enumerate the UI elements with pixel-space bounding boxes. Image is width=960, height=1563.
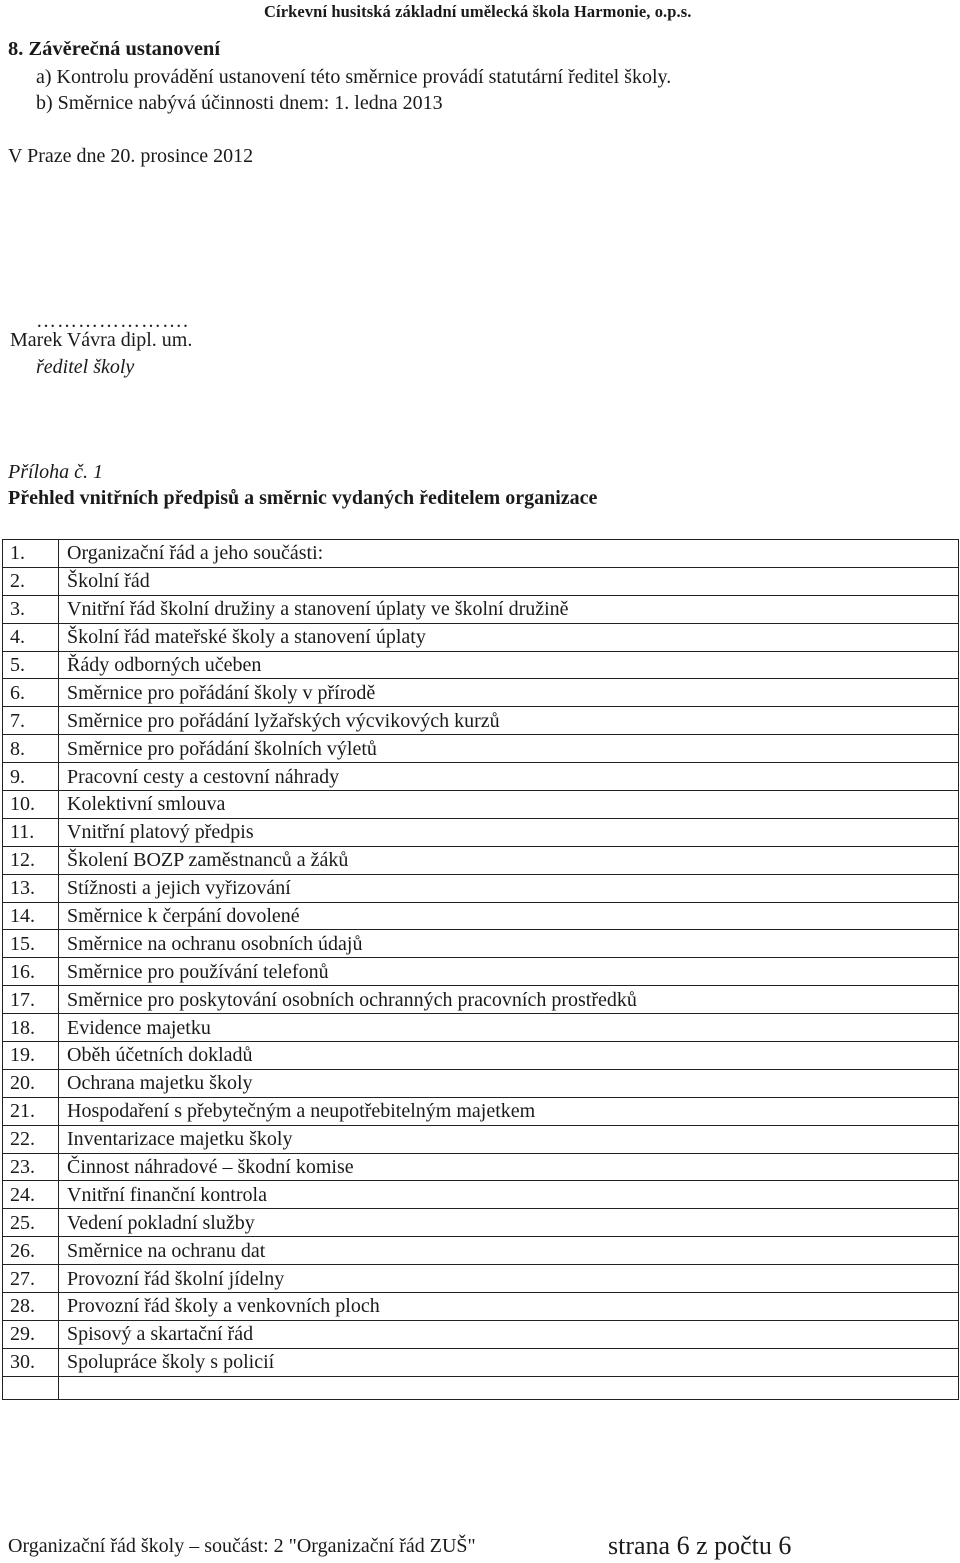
row-number: 14. — [3, 902, 59, 930]
row-number: 26. — [3, 1237, 59, 1265]
row-number: 22. — [3, 1125, 59, 1153]
row-number: 16. — [3, 958, 59, 986]
row-title: Směrnice pro používání telefonů — [59, 958, 959, 986]
table-row — [3, 874, 959, 902]
table-row — [3, 1237, 959, 1265]
signature-line: …………………. — [36, 310, 189, 332]
table-row — [3, 902, 959, 930]
row-number: 4. — [3, 623, 59, 651]
table-row — [3, 1320, 959, 1348]
row-title: Pracovní cesty a cestovní náhrady — [59, 763, 959, 791]
table-row — [3, 707, 959, 735]
row-number: 19. — [3, 1042, 59, 1070]
table-row — [3, 679, 959, 707]
row-number: 24. — [3, 1181, 59, 1209]
row-number: 10. — [3, 791, 59, 819]
table-row — [3, 986, 959, 1014]
table-row — [3, 846, 959, 874]
row-number: 12. — [3, 846, 59, 874]
page-header: Církevní husitská základní umělecká škola Harmonie, o.p.s. — [264, 2, 692, 21]
row-title: Směrnice pro pořádání školy v přírodě — [59, 679, 959, 707]
row-number: 23. — [3, 1153, 59, 1181]
section-item-a: a) Kontrolu provádění ustanovení této směrnice provádí statutární ředitel školy. — [36, 66, 672, 88]
annex-title: Přehled vnitřních předpisů a směrnic vydaných ředitelem organizace — [8, 487, 598, 509]
place-date: V Praze dne 20. prosince 2012 — [8, 145, 254, 167]
regulations-table — [2, 539, 959, 1400]
table-row — [3, 1293, 959, 1321]
row-title: Činnost náhradové – škodní komise — [59, 1153, 959, 1181]
table-row-empty — [3, 1376, 959, 1399]
row-number: 11. — [3, 818, 59, 846]
row-number: 20. — [3, 1069, 59, 1097]
row-number: 29. — [3, 1320, 59, 1348]
table-row — [3, 595, 959, 623]
row-title: Řády odborných učeben — [59, 651, 959, 679]
row-title: Provozní řád školní jídelny — [59, 1265, 959, 1293]
row-title: Inventarizace majetku školy — [59, 1125, 959, 1153]
row-title: Kolektivní smlouva — [59, 791, 959, 819]
row-title: Spisový a skartační řád — [59, 1320, 959, 1348]
table-row — [3, 540, 959, 568]
row-number: 25. — [3, 1209, 59, 1237]
table-row — [3, 567, 959, 595]
table-row — [3, 958, 959, 986]
row-title: Směrnice k čerpání dovolené — [59, 902, 959, 930]
row-number: 28. — [3, 1293, 59, 1321]
row-title: Hospodaření s přebytečným a neupotřebitelným majetkem — [59, 1097, 959, 1125]
row-title: Vedení pokladní služby — [59, 1209, 959, 1237]
row-title: Školení BOZP zaměstnanců a žáků — [59, 846, 959, 874]
table-row — [3, 651, 959, 679]
row-number: 13. — [3, 874, 59, 902]
row-title: Evidence majetku — [59, 1014, 959, 1042]
row-number: 27. — [3, 1265, 59, 1293]
table-row — [3, 1014, 959, 1042]
row-number: 30. — [3, 1348, 59, 1376]
row-title: Organizační řád a jeho součásti: — [59, 540, 959, 568]
row-title: Ochrana majetku školy — [59, 1069, 959, 1097]
table-row — [3, 763, 959, 791]
empty-cell — [59, 1376, 959, 1399]
row-number: 2. — [3, 567, 59, 595]
row-number: 15. — [3, 930, 59, 958]
row-number: 6. — [3, 679, 59, 707]
table-row — [3, 1097, 959, 1125]
row-number: 1. — [3, 540, 59, 568]
table-row — [3, 1209, 959, 1237]
table-row — [3, 735, 959, 763]
row-title: Vnitřní řád školní družiny a stanovení úplaty ve školní družině — [59, 595, 959, 623]
row-number: 5. — [3, 651, 59, 679]
table-row — [3, 623, 959, 651]
signatory-role: ředitel školy — [36, 356, 135, 378]
row-number: 17. — [3, 986, 59, 1014]
table-row — [3, 1348, 959, 1376]
table-row — [3, 1265, 959, 1293]
table-row — [3, 1153, 959, 1181]
row-title: Školní řád mateřské školy a stanovení úplaty — [59, 623, 959, 651]
row-title: Směrnice na ochranu dat — [59, 1237, 959, 1265]
row-number: 8. — [3, 735, 59, 763]
row-title: Vnitřní platový předpis — [59, 818, 959, 846]
footer-page-number: strana 6 z počtu 6 — [608, 1531, 792, 1560]
row-number: 18. — [3, 1014, 59, 1042]
table-row — [3, 1042, 959, 1070]
row-title: Školní řád — [59, 567, 959, 595]
empty-cell — [3, 1376, 59, 1399]
row-title: Spolupráce školy s policií — [59, 1348, 959, 1376]
row-title: Směrnice pro pořádání školních výletů — [59, 735, 959, 763]
table-row — [3, 1069, 959, 1097]
row-title: Stížnosti a jejich vyřizování — [59, 874, 959, 902]
row-number: 9. — [3, 763, 59, 791]
row-title: Provozní řád školy a venkovních ploch — [59, 1293, 959, 1321]
table-row — [3, 818, 959, 846]
row-number: 7. — [3, 707, 59, 735]
section-item-b: b) Směrnice nabývá účinnosti dnem: 1. ledna 2013 — [36, 92, 443, 114]
row-title: Směrnice pro poskytování osobních ochranných pracovních prostředků — [59, 986, 959, 1014]
row-title: Směrnice pro pořádání lyžařských výcvikových kurzů — [59, 707, 959, 735]
table-row — [3, 1125, 959, 1153]
section-title: 8. Závěrečná ustanovení — [8, 38, 221, 60]
footer-document-name: Organizační řád školy – součást: 2 "Organizační řád ZUŠ" — [8, 1535, 476, 1557]
signatory-name: Marek Vávra dipl. um. — [10, 329, 193, 351]
row-number: 3. — [3, 595, 59, 623]
table-row — [3, 1181, 959, 1209]
row-title: Oběh účetních dokladů — [59, 1042, 959, 1070]
row-number: 21. — [3, 1097, 59, 1125]
annex-label: Příloha č. 1 — [8, 461, 103, 483]
table-row — [3, 930, 959, 958]
row-title: Směrnice na ochranu osobních údajů — [59, 930, 959, 958]
row-title: Vnitřní finanční kontrola — [59, 1181, 959, 1209]
table-row — [3, 791, 959, 819]
